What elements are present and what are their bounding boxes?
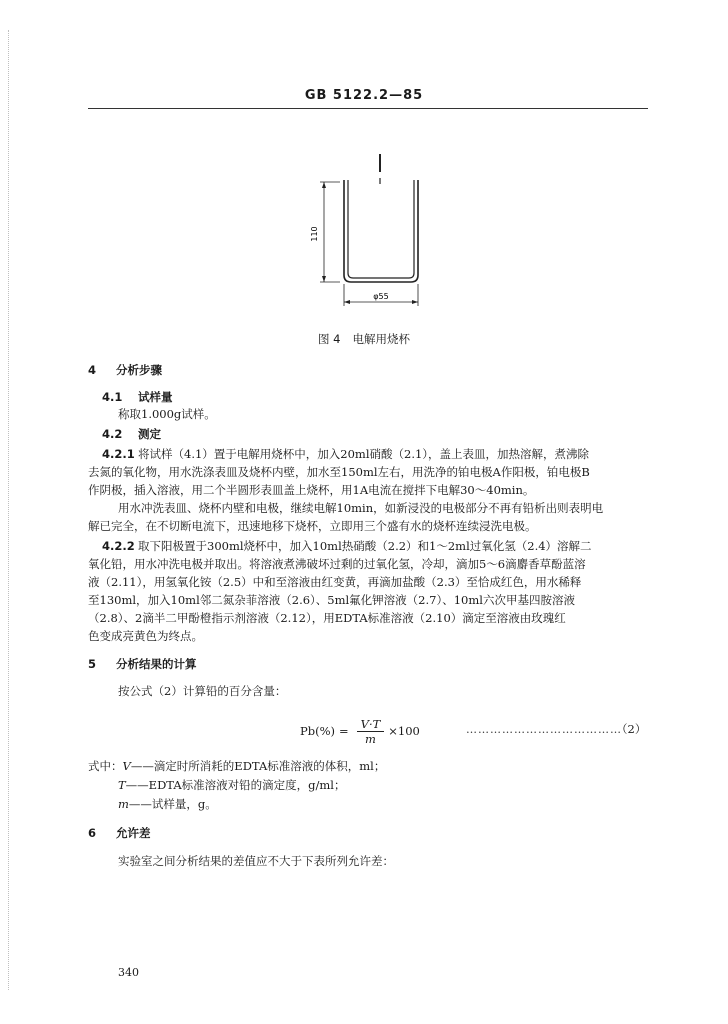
para-4-2-1-line-3: 作阴极，插入溶液，用二个半圆形表皿盖上烧杯，用1A电流在搅拌下电解30～40min。 — [88, 483, 535, 497]
figure-number: 图 4 — [318, 332, 341, 346]
formula-factor: ×100 — [388, 724, 420, 738]
para-4-2-1-line-5: 解已完全，在不切断电流下，迅速地移下烧杯，立即用三个盛有水的烧杯连续浸洗电极。 — [88, 519, 537, 533]
para-4-2-2-line-6: 色变成亮黄色为终点。 — [88, 629, 203, 643]
para-4-2-2-line-4: 至130ml，加入10ml邻二氮杂菲溶液（2.6）、5ml氟化钾溶液（2.7）、10ml六次甲基四胺溶液 — [88, 593, 575, 607]
section-6-text: 实验室之间分析结果的差值应不大于下表所列允许差： — [118, 854, 394, 868]
beaker-outline — [344, 180, 418, 282]
formula-leader-dots: ………………………………… — [466, 723, 622, 736]
diameter-label: φ55 — [373, 292, 389, 301]
binding-margin-dots — [8, 30, 11, 990]
page-header: GB 5122.2—85 — [304, 88, 424, 103]
para-4-2-1-line-4: 用水冲洗表皿、烧杯内壁和电极，继续电解10min，如新浸没的电极部分不再有铅析出则表明电 — [118, 501, 604, 515]
figure-title: 电解用烧杯 — [352, 332, 410, 346]
height-label: 110 — [310, 226, 319, 242]
where-line-2: T——EDTA标准溶液对铅的滴定度，g/ml； — [118, 778, 346, 792]
para-4-2-2-line-5: （2.8）、2滴半二甲酚橙指示剂溶液（2.12），用EDTA标准溶液（2.10）滴定至溶液由玫瑰红 — [88, 611, 566, 625]
para-4-2-2-line-3: 液（2.11），用氢氧化铵（2.5）中和至溶液由红变黄，再滴加盐酸（2.3）至恰成红色，用水稀释 — [88, 575, 582, 589]
page-number: 340 — [118, 966, 139, 979]
para-4-2-1-line-1: 4.2.1 将试样（4.1）置于电解用烧杯中，加入20ml硝酸（2.1），盖上表皿，加热溶解，煮沸除 — [102, 447, 590, 461]
section-4-1-heading: 4.1 试样量 — [102, 390, 173, 404]
where-line-1: 式中：V——滴定时所消耗的EDTA标准溶液的体积，ml； — [88, 759, 386, 773]
section-6-heading: 6 允许差 — [88, 826, 151, 840]
equation-number: （2） — [616, 722, 647, 736]
para-4-2-1-line-2: 去氮的氧化物，用水洗涤表皿及烧杯内壁，加水至150ml左右，用洗净的铂电极A作阳极，铂电极B — [88, 465, 590, 479]
para-4-2-2-line-2: 氧化铅，用水冲洗电极并取出。将溶液煮沸破坏过剩的过氧化氢，冷却，滴加5～6滴麝香草酚蓝溶 — [88, 557, 586, 571]
header-rule — [88, 108, 648, 109]
section-5-heading: 5 分析结果的计算 — [88, 657, 197, 671]
section-4-2-heading: 4.2 测定 — [102, 427, 161, 441]
formula-numerator: V·T — [360, 716, 381, 731]
formula-denominator: m — [357, 731, 384, 746]
formula-2: Pb(%) = $\frac{V\cdot T}{m}$ ×100 — [300, 716, 420, 746]
beaker-diagram — [300, 150, 440, 320]
where-line-3: m——试样量，g。 — [118, 797, 217, 811]
section-4-heading: 4 分析步骤 — [88, 363, 162, 377]
beaker-figure — [300, 150, 440, 320]
formula-fraction — [357, 717, 385, 746]
section-5-intro: 按公式（2）计算铅的百分含量： — [118, 684, 287, 698]
section-4-1-text: 称取1.000g试样。 — [118, 407, 216, 421]
formula-lhs: Pb(%) — [300, 724, 335, 738]
para-4-2-2-line-1: 4.2.2 取下阳极置于300ml烧杯中，加入10ml热硝酸（2.2）和1～2ml过氧化氢（2.4）溶解二 — [102, 539, 592, 553]
figure-caption — [0, 331, 728, 347]
